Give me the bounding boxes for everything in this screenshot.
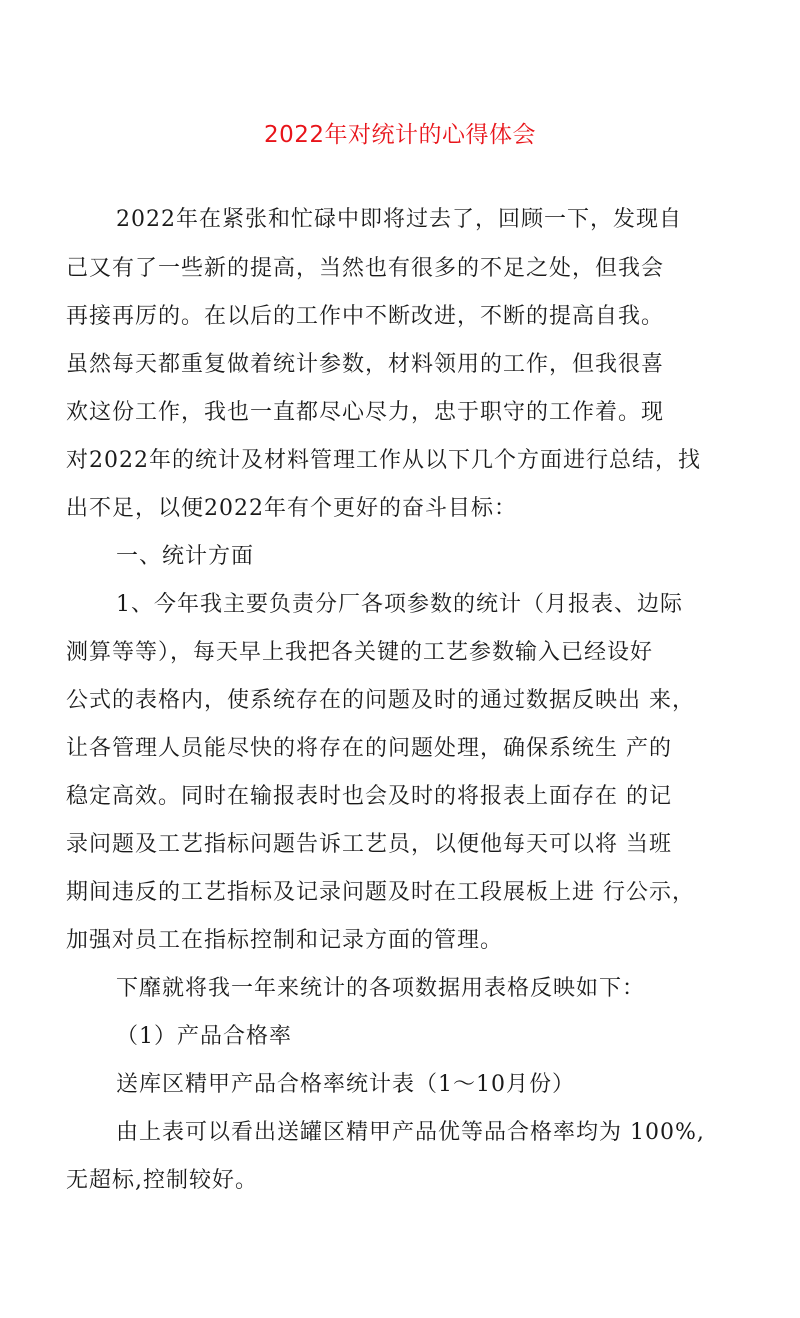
paragraph-line: 稳定高效。同时在输报表时也会及时的将报表上面存在 的记: [66, 784, 672, 809]
paragraph-line: 己又有了一些新的提高，当然也有很多的不足之处，但我会: [66, 256, 665, 281]
paragraph-line: 加强对员工在指标控制和记录方面的管理。: [66, 928, 504, 953]
paragraph-line: 录问题及工艺指标问题告诉工艺员，以便他每天可以将 当班: [66, 832, 672, 857]
document-title: 2022年对统计的心得体会: [263, 122, 537, 148]
paragraph-line: 出不足，以便2022年有个更好的奋斗目标：: [66, 496, 517, 521]
paragraph-line: 期间违反的工艺指标及记录问题及时在工段展板上进 行公示，: [66, 880, 695, 905]
table-caption: 送库区精甲产品合格率统计表（1〜10月份）: [116, 1072, 575, 1097]
paragraph-line: 公式的表格内，使系统存在的问题及时的通过数据反映出 来，: [66, 688, 695, 713]
paragraph-line: 由上表可以看出送罐区精甲产品优等品合格率均为 100%,: [116, 1120, 705, 1145]
paragraph-line: 再接再厉的。在以后的工作中不断改进，不断的提高自我。: [66, 304, 665, 329]
paragraph-line: 1、今年我主要负责分厂各项参数的统计（月报表、边际: [116, 592, 683, 617]
paragraph-line: 下靡就将我一年来统计的各项数据用表格反映如下：: [116, 976, 646, 1001]
paragraph-line: 测算等等），每天早上我把各关键的工艺参数输入已经设好: [66, 640, 654, 665]
paragraph-line: 对2022年的统计及材料管理工作从以下几个方面进行总结，找: [66, 448, 701, 473]
paragraph-line: 虽然每天都重复做着统计参数，材料领用的工作，但我很喜: [66, 352, 665, 377]
section-heading: 一、统计方面: [116, 544, 255, 569]
paragraph-line: 让各管理人员能尽快的将存在的问题处理，确保系统生 产的: [66, 736, 672, 761]
subsection-heading: （1）产品合格率: [116, 1024, 292, 1049]
paragraph-line: 欢这份工作，我也一直都尽心尽力，忠于职守的工作着。现: [66, 400, 665, 425]
paragraph-line: 2022年在紧张和忙碌中即将过去了，回顾一下，发现自: [116, 207, 682, 232]
paragraph-line: 无超标,控制较好。: [66, 1168, 258, 1193]
